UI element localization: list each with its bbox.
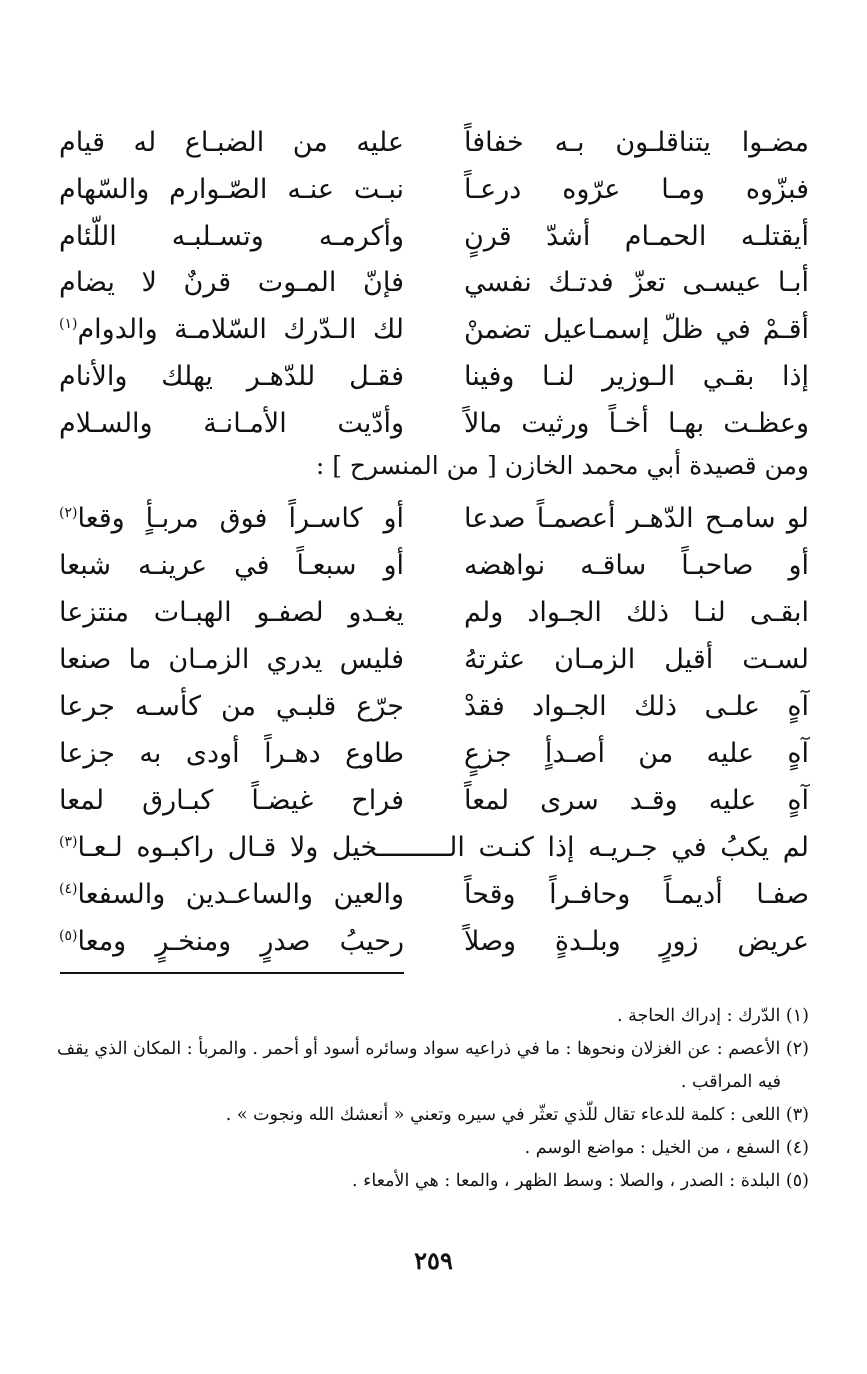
verse-second-hemistich xyxy=(59,919,404,965)
verse-line xyxy=(59,307,809,354)
verse-first-hemistich: إذا بقـي الـوزير لنـا وفينا xyxy=(464,360,809,392)
verse-line-continuous xyxy=(59,825,809,872)
verse-first-hemistich: لسـت أقيل الزمـان عثرتهُ xyxy=(464,644,809,675)
verse-line xyxy=(59,590,809,637)
verse-line xyxy=(59,778,809,825)
footnote-1: (١) الدّرك : إدراك الحاجة . xyxy=(616,1006,809,1026)
poem-block-2 xyxy=(59,496,809,966)
footnote-marker: (٣) xyxy=(59,834,78,850)
verse-second-hemistich: فقـل للدّهـر يهلك والأنام xyxy=(59,360,404,392)
verse-second-hemistich xyxy=(59,307,404,353)
verse-line xyxy=(59,401,809,448)
poem-intro-heading: ومن قصيدة أبي محمد الخازن [ من المنسرح ] : xyxy=(315,451,809,480)
footnote-4: (٤) السفع ، من الخيل : مواضع الوسم . xyxy=(524,1138,809,1158)
verse-line xyxy=(59,167,809,214)
footnote-marker: (٢) xyxy=(59,505,78,521)
footnote-marker: (٤) xyxy=(59,881,78,897)
verse-text: رحيبُ صدرٍ ومنخـرٍ ومعا xyxy=(77,926,404,957)
verse-line xyxy=(59,120,809,167)
verse-text: أو كاسـراً فوق مربـأٍ وقعا xyxy=(77,503,404,534)
verse-line xyxy=(59,919,809,966)
page-number: ٢٥٩ xyxy=(414,1246,453,1275)
verse-line xyxy=(59,731,809,778)
footnote-marker: (١) xyxy=(59,316,78,333)
footnote-2: (٢) الأعصم : عن الغزلان ونحوها : ما في ذراعيه سواد وسائره أسود أو أحمر . والمربأ : المكان الذي يقف فيه المراقب . xyxy=(57,1039,809,1092)
verse-first-hemistich: آهٍ عليه وقـد سرى لمعاً xyxy=(464,785,809,816)
verse-first-hemistich: أبـا عيسـى تعزّ فدتـك نفسي xyxy=(464,267,809,299)
verse-first-hemistich: أقـمْ في ظلّ إسمـاعيل تضمنْ xyxy=(464,314,809,346)
verse-second-hemistich xyxy=(59,496,404,542)
footnote-separator-rule xyxy=(60,972,404,974)
verse-second-hemistich: طاوع دهـراً أودى به جزعا xyxy=(59,738,404,769)
verse-first-hemistich: صفـا أديمـاً وحافـراً وقحاً xyxy=(464,879,809,910)
verse-second-hemistich: وأكرمـه وتسـلبـه اللّئام xyxy=(59,220,404,252)
verse-first-hemistich: لو سامـح الدّهـر أعصمـاً صدعا xyxy=(464,503,809,534)
verse-line xyxy=(59,637,809,684)
verse-first-hemistich: ابقـى لنـا ذلك الجـواد ولم xyxy=(464,597,809,628)
footnote-marker: (٥) xyxy=(59,928,78,944)
footnote-3: (٣) اللعى : كلمة للدعاء تقال للّذي تعثّر في سيره وتعني « أنعشك الله ونجوت » . xyxy=(225,1105,809,1125)
verse-first-hemistich: مضـوا يتناقلـون بـه خفافاً xyxy=(464,127,809,158)
verse-first-hemistich: آهٍ علـى ذلك الجـواد فقدْ xyxy=(464,691,809,722)
verse-second-hemistich: نبـت عنـه الصّـوارم والسّهام xyxy=(59,173,404,205)
poem-block-1 xyxy=(59,120,809,448)
verse-first-hemistich: آهٍ عليه من أصـدأٍ جزعٍ xyxy=(464,738,809,769)
verse-second-hemistich: فراح غيضـاً كبـارق لمعا xyxy=(59,785,404,816)
verse-line xyxy=(59,260,809,307)
verse-line xyxy=(59,872,809,919)
footnotes xyxy=(54,1000,809,1198)
verse-line xyxy=(59,214,809,261)
verse-line xyxy=(59,496,809,543)
verse-first-hemistich: عريض زورٍ وبلـدةٍ وصلاً xyxy=(464,926,809,957)
verse-first-hemistich: فبزّوه ومـا عرّوه درعـاً xyxy=(464,173,809,205)
verse-second-hemistich: يغـدو لصفـو الهبـات منتزعا xyxy=(59,597,404,628)
verse-second-hemistich: جرّع قلبـي من كأسـه جرعا xyxy=(59,691,404,722)
verse-line xyxy=(59,684,809,731)
verse-second-hemistich: فإنّ المـوت قرنٌ لا يضام xyxy=(59,267,404,299)
verse-second-hemistich: فليس يدري الزمـان ما صنعا xyxy=(59,644,404,675)
verse-second-hemistich: أو سبعـاً في عرينـه شبعا xyxy=(59,550,404,581)
verse-first-hemistich: أيقتلـه الحمـام أشدّ قرنٍ xyxy=(464,220,809,252)
verse-text: لم يكبُ في جـريـه إذا كنـت الـــــــــخيل ولا قـال راكبـوه لـعـا xyxy=(77,832,809,863)
verse-text: والعين والساعـدين والسفعا xyxy=(77,879,404,910)
verse-first-hemistich: وعظـت بهـا أخـاً ورثيت مالاً xyxy=(464,407,809,439)
verse-line xyxy=(59,543,809,590)
footnote-5: (٥) البلدة : الصدر ، والصلا : وسط الظهر ، والمعا : هي الأمعاء . xyxy=(352,1171,809,1191)
verse-first-hemistich: أو صاحبـاً ساقـه نواهضه xyxy=(464,550,809,581)
verse-second-hemistich xyxy=(59,872,404,918)
verse-text: لك الـدّرك السّلامـة والدوام xyxy=(77,314,404,346)
verse-line xyxy=(59,354,809,401)
verse-full-line xyxy=(59,825,809,871)
verse-second-hemistich: وأدّيت الأمـانـة والسـلام xyxy=(59,407,404,439)
verse-second-hemistich: عليه من الضبـاع له قيام xyxy=(59,127,404,158)
